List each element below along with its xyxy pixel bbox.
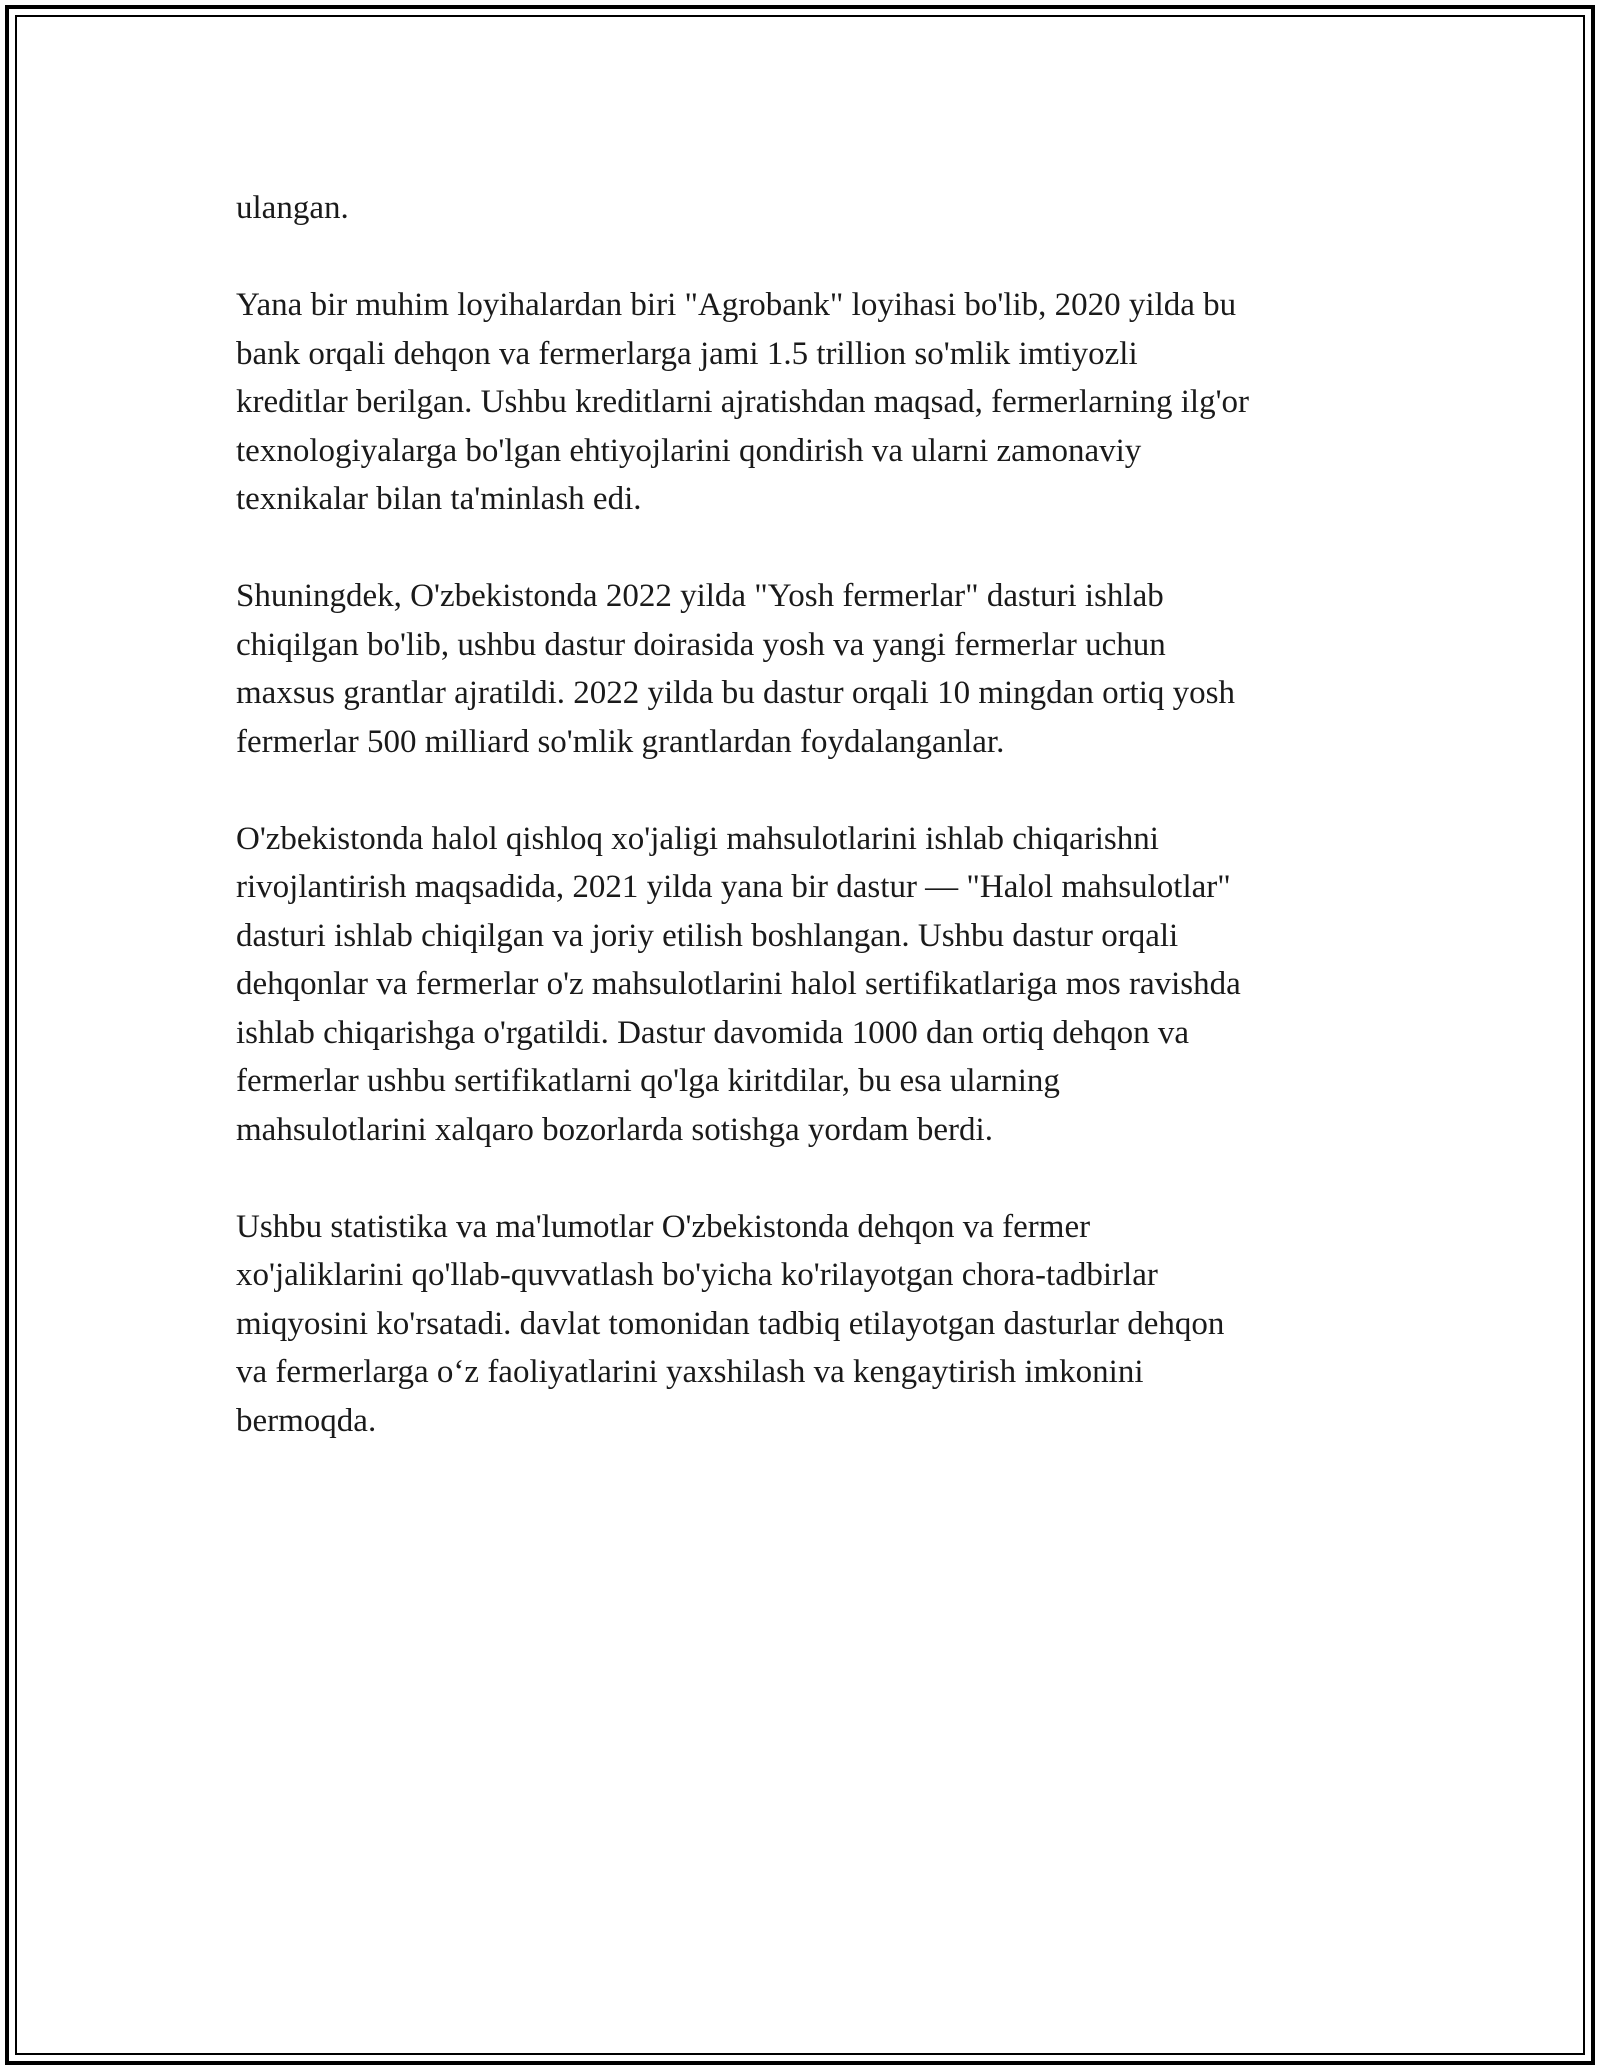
text-line: maxsus grantlar ajratildi. 2022 yilda bu dastur orqali 10 mingdan ortiq yosh [236,675,1235,711]
text-line: Yana bir muhim loyihalardan biri "Agrobank" loyihasi bo'lib, 2020 yilda bu [236,287,1237,323]
text-line: ulangan. [236,190,349,226]
text-line: chiqilgan bo'lib, ushbu dastur doirasida yosh va yangi fermerlar uchun [236,626,1166,663]
text-line: Shuningdek, O'zbekistonda 2022 yilda "Yosh fermerlar" dasturi ishlab [236,578,1164,614]
text-line: xo'jaliklarini qo'llab-quvvatlash bo'yicha ko'rilayotgan chora-tadbirlar [236,1257,1158,1293]
text-line: fermerlar 500 milliard so'mlik grantlardan foydalanganlar. [236,723,1005,760]
paragraph-3 [236,572,1386,766]
text-line: bank orqali dehqon va fermerlarga jami 1.5 trillion so'mlik imtiyozli [236,335,1138,372]
text-line: kreditlar berilgan. Ushbu kreditlarni ajratishdan maqsad, fermerlarning ilg'or [236,384,1250,420]
paragraph-5 [236,1203,1386,1446]
paragraph-1 [236,184,1386,233]
text-line: Ushbu statistika va ma'lumotlar O'zbekistonda dehqon va fermer [236,1208,1091,1245]
text-line: bermoqda. [236,1402,377,1439]
text-line: texnikalar bilan ta'minlash edi. [236,481,642,517]
text-line: va fermerlarga o‘z faoliyatlarini yaxshilash va kengaytirish imkonini [236,1354,1144,1390]
text-line: dasturi ishlab chiqilgan va joriy etilish boshlangan. Ushbu dastur orqali [236,917,1179,954]
text-line: mahsulotlarini xalqaro bozorlarda sotishga yordam berdi. [236,1111,993,1148]
document-body [236,184,1386,1494]
text-line: O'zbekistonda halol qishloq xo'jaligi mahsulotlarini ishlab chiqarishni [236,820,1159,857]
paragraph-2 [236,281,1386,524]
text-line: miqyosini ko'rsatadi. davlat tomonidan tadbiq etilayotgan dasturlar dehqon [236,1305,1225,1342]
text-line: dehqonlar va fermerlar o'z mahsulotlarini halol sertifikatlariga mos ravishda [236,966,1241,1002]
text-line: texnologiyalarga bo'lgan ehtiyojlarini qondirish va ularni zamonaviy [236,432,1142,469]
text-line: ishlab chiqarishga o'rgatildi. Dastur davomida 1000 dan ortiq dehqon va [236,1014,1189,1051]
paragraph-4 [236,815,1386,1155]
text-line: rivojlantirish maqsadida, 2021 yilda yana bir dastur — "Halol mahsulotlar" [236,869,1231,905]
text-line: fermerlar ushbu sertifikatlarni qo'lga kiritdilar, bu esa ularning [236,1063,1060,1099]
